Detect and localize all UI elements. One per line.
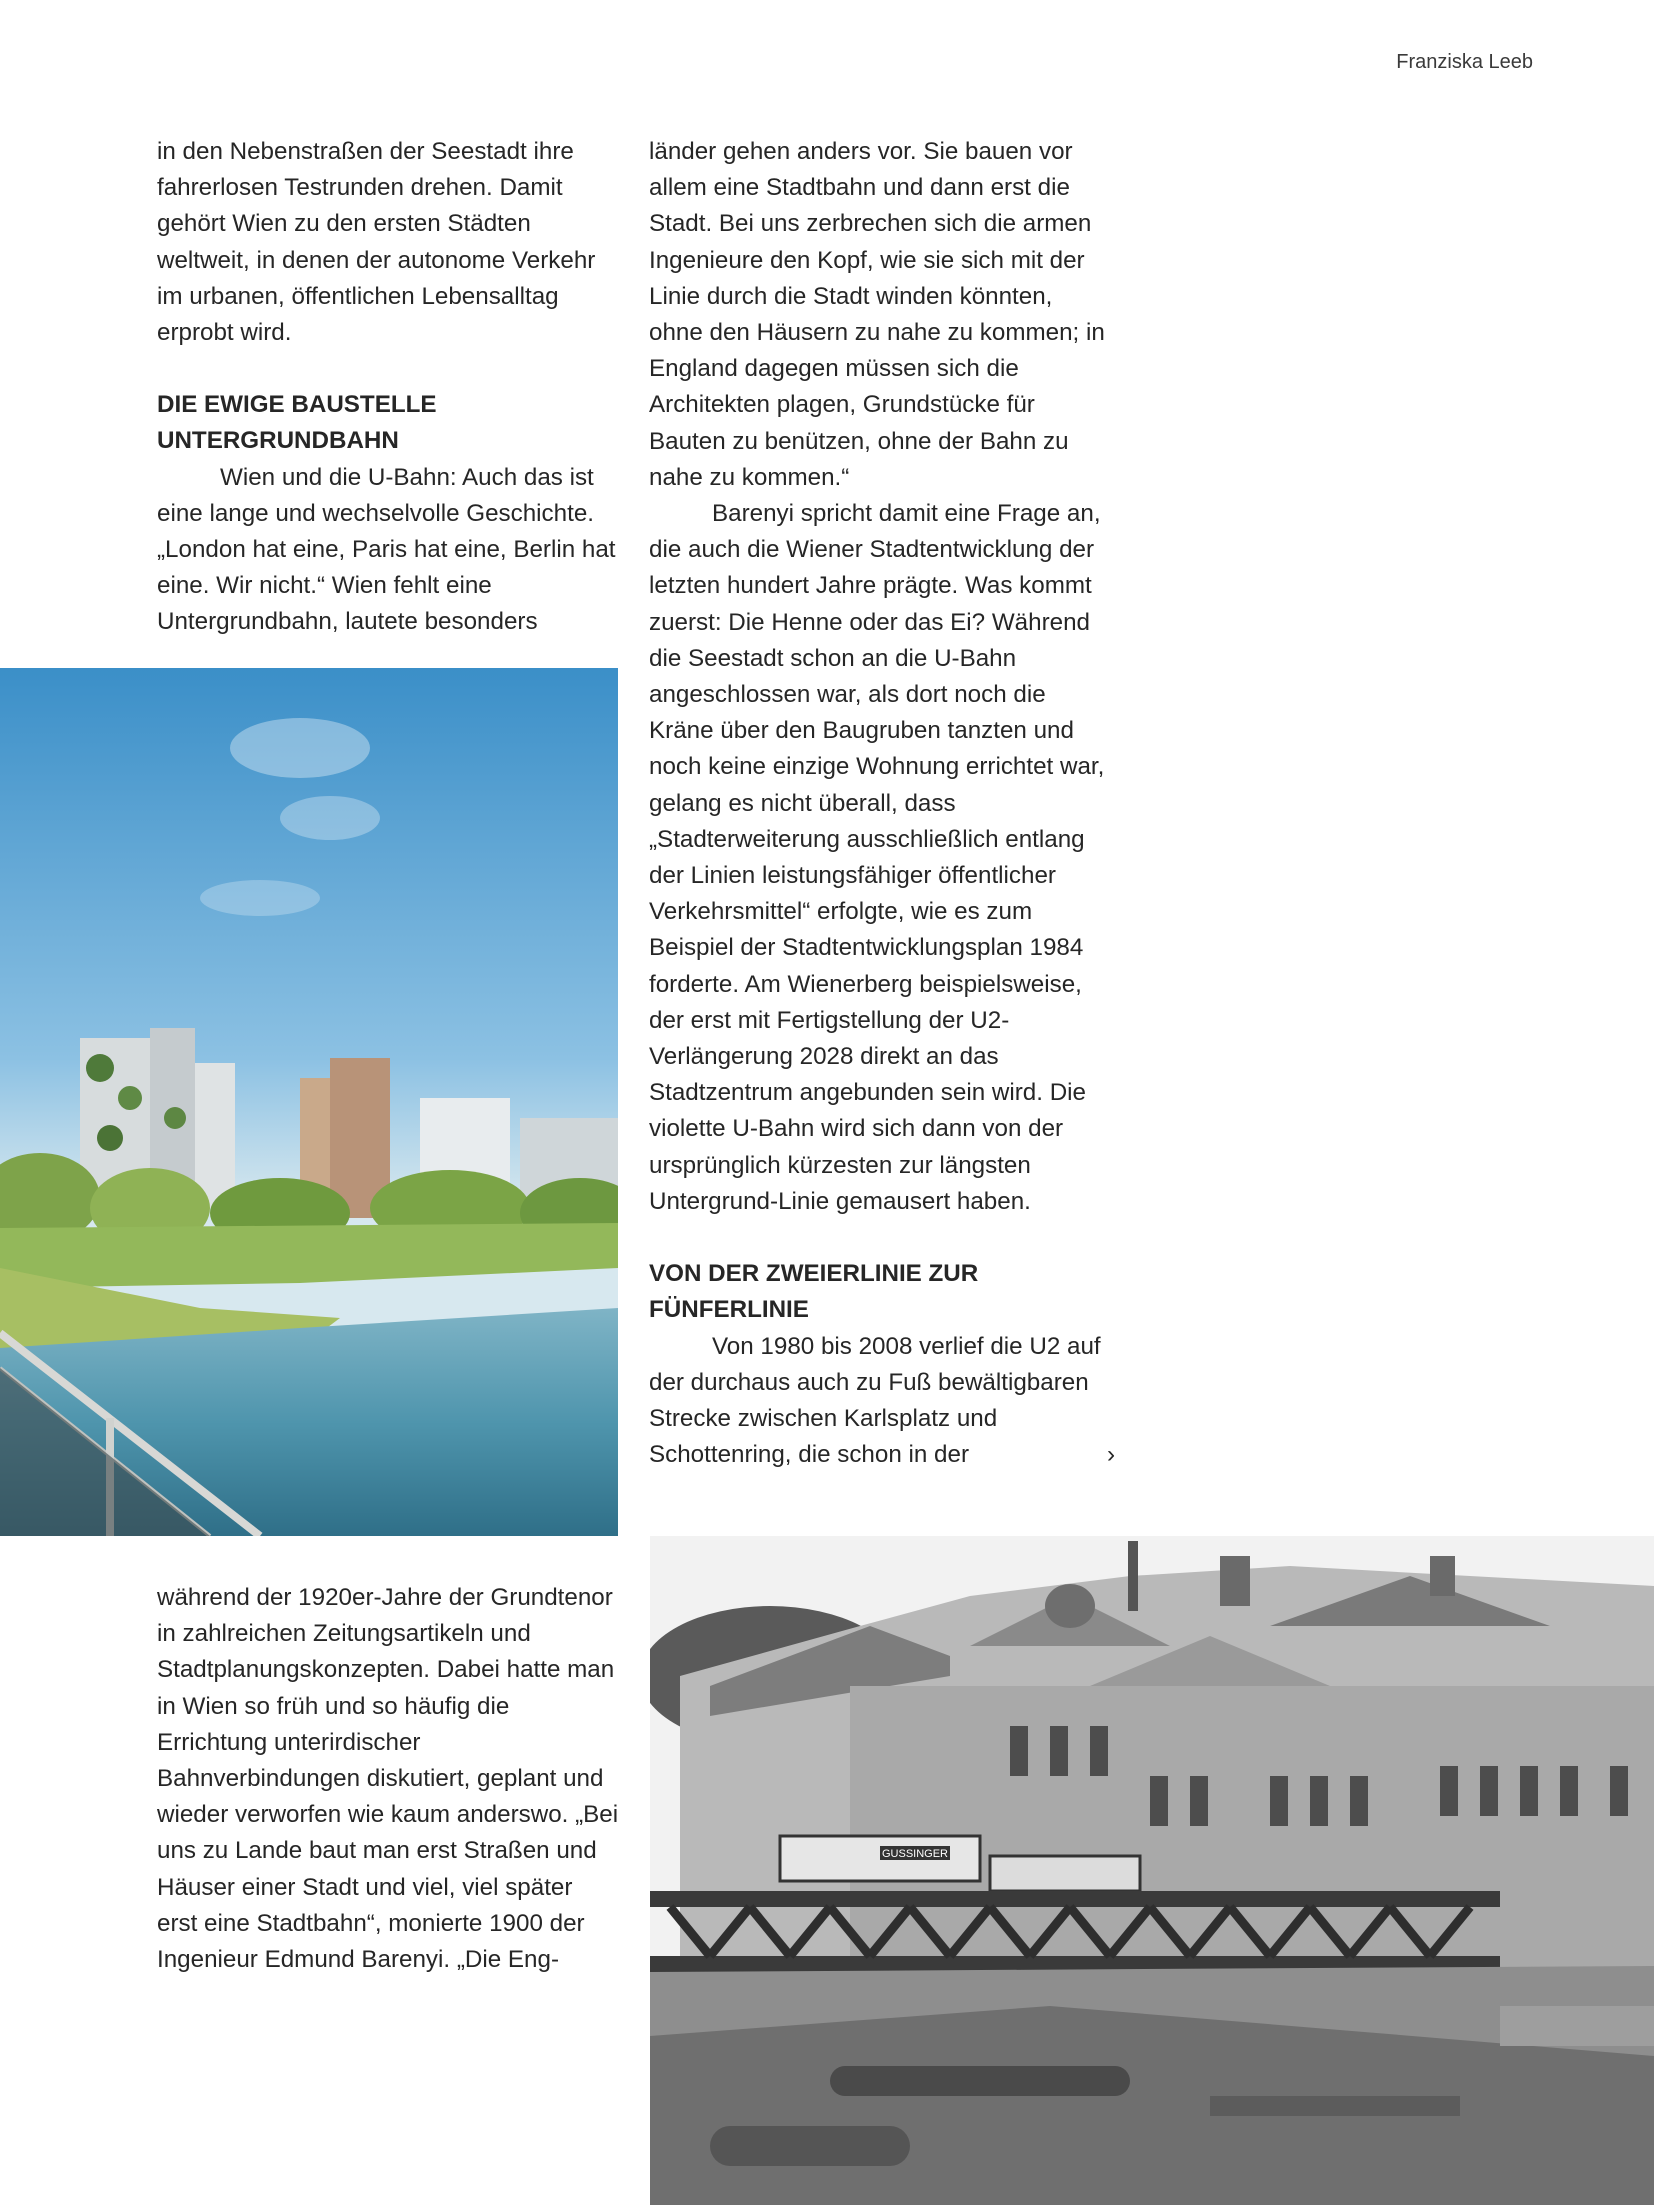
rendering-image	[0, 668, 618, 1536]
paragraph-text: Schottenring, die schon in der	[649, 1441, 970, 1469]
section-heading: DIE EWIGE BAUSTELLE UNTERGRUNDBAHN	[157, 391, 437, 455]
historic-photo	[650, 1536, 1654, 2205]
historic-photo-illustration	[650, 1536, 1654, 2205]
tram-sign: GUSSINGER	[881, 1848, 949, 1860]
paragraph: Von 1980 bis 2008 verlief die U2 auf der durchaus auch zu Fuß bewältigbaren Strecke zwischen Karlsplatz und	[649, 1332, 1101, 1432]
paragraph: länder gehen anders vor. Sie bauen vor allem eine Stadtbahn und dann erst die Stadt. Bei uns zerbrechen sich die armen Ingenieure den Kopf, wie sie sich mit der Linie durch die Stadt winden könnten, ohne den Häusern zu nahe zu kommen; in England dagegen müssen sich die Architekten plagen, Grundstücke für Bauten zu benützen, ohne der Bahn zu nahe zu kommen.“	[649, 138, 1105, 491]
paragraph: in den Nebenstraßen der Seestadt ihre fahrerlosen Testrunden drehen. Damit gehört Wien zu den ersten Städten weltweit, in denen der autonome Verkehr im urbanen, öffentlichen Lebensalltag erprobt wird.	[157, 138, 596, 347]
paragraph-last-line	[649, 1437, 1115, 1473]
continue-arrow-icon: ›	[1106, 1441, 1115, 1469]
right-column	[649, 134, 1115, 1473]
paragraph: während der 1920er-Jahre der Grundtenor in zahlreichen Zeitungsartikeln und Stadtplanungskonzepten. Dabei hatte man in Wien so früh und so häufig die Errichtung unterirdischer Bahnverbindungen diskutiert, geplant und wieder verworfen wie kaum anderswo. „Bei uns zu Lande baut man erst Straßen und Häuser einer Stadt und viel, viel später erst eine Stadtbahn“, monierte 1900 der Ingenieur Edmund Barenyi. „Die Eng-	[157, 1584, 619, 1974]
left-column-bottom	[157, 1580, 619, 1978]
left-column-top	[157, 134, 619, 641]
rendering-illustration	[0, 668, 618, 1536]
author-name: Franziska Leeb	[1396, 51, 1533, 73]
paragraph: Barenyi spricht damit eine Frage an, die auch die Wiener Stadtentwicklung der letzten hundert Jahre prägte. Was kommt zuerst: Die Henne oder das Ei? Während die Seestadt schon an die U-Bahn angeschlossen war, als dort noch die Kräne über den Baugruben tanzten und noch keine einzige Wohnung errichtet war, gelang es nicht überall, dass „Stadterweiterung ausschließlich entlang der Linien leistungsfähiger öffentlicher Verkehrsmittel“ erfolgte, wie es zum Beispiel der Stadtentwicklungsplan 1984 forderte. Am Wienerberg beispielsweise, der erst mit Fertigstellung der U2-Verlängerung 2028 direkt an das Stadtzentrum angebunden sein wird. Die violette U-Bahn wird sich dann von der ursprünglich kürzesten zur längsten Untergrund-Linie gemausert haben.	[649, 500, 1105, 1215]
paragraph: Wien und die U-Bahn: Auch das ist eine lange und wechselvolle Geschichte. „London hat eine, Paris hat eine, Berlin hat eine. Wir nicht.“ Wien fehlt eine Untergrundbahn, lautete besonders	[157, 463, 616, 636]
section-heading: VON DER ZWEIERLINIE ZUR FÜNFERLINIE	[649, 1260, 979, 1324]
